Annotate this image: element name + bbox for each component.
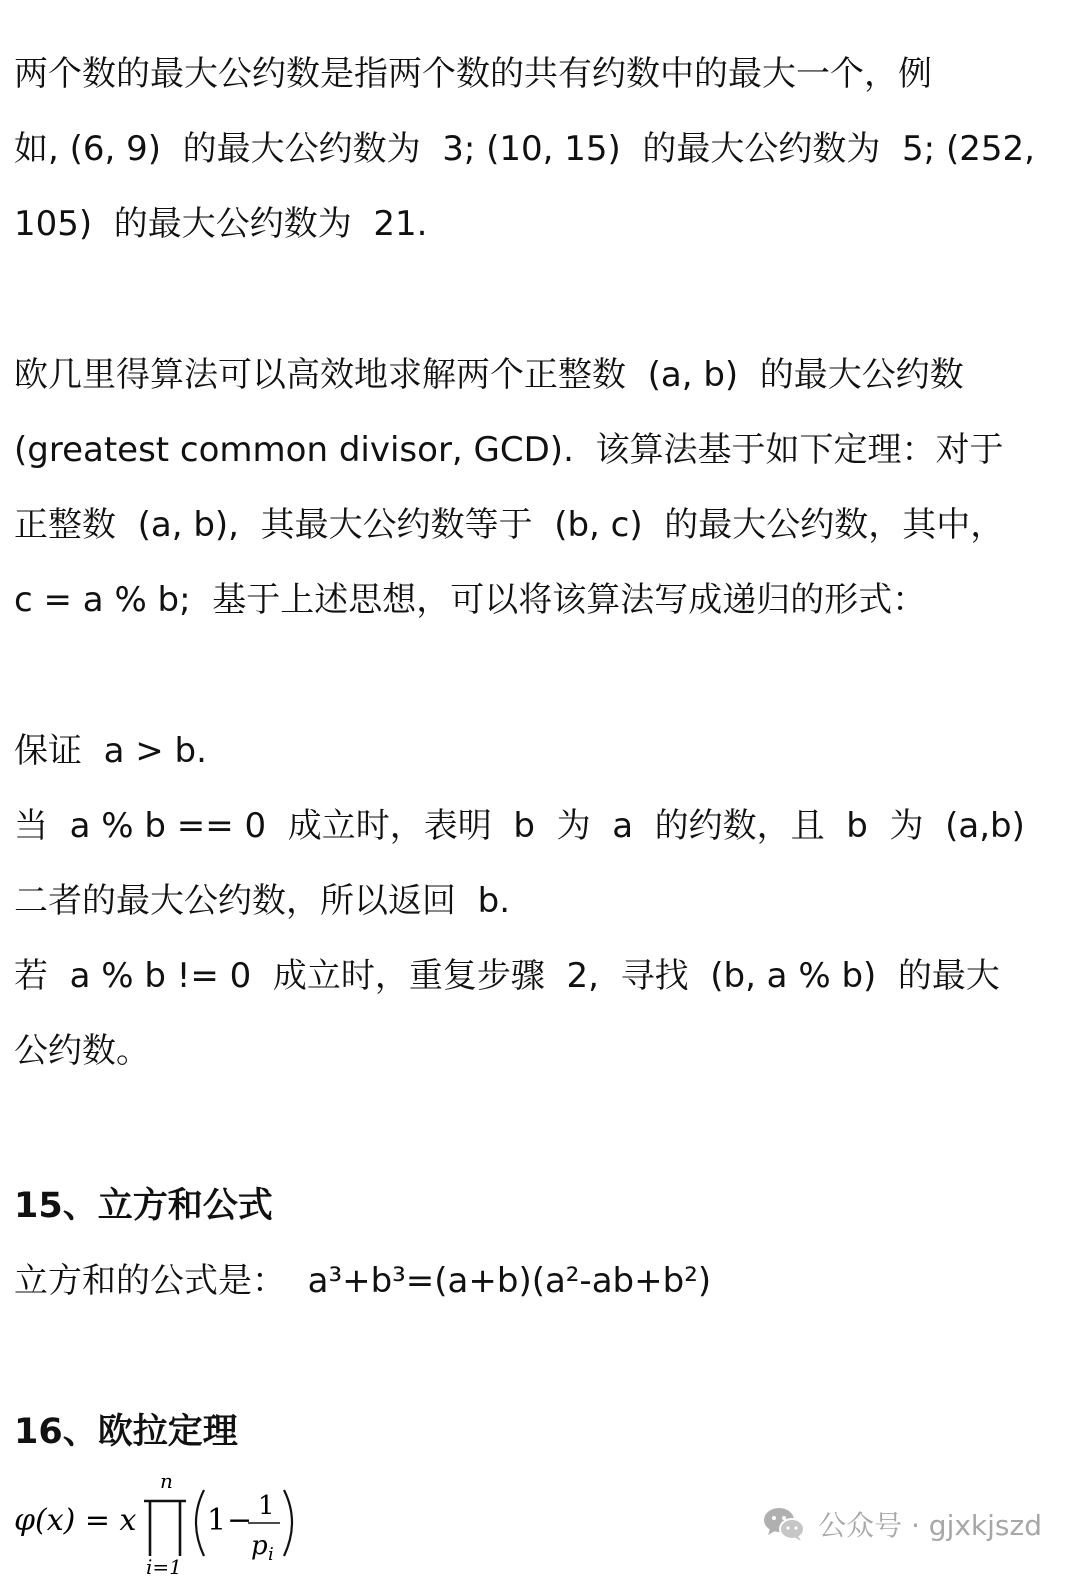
fraction-numerator: 1: [258, 1491, 275, 1521]
text-line: 欧几里得算法可以高效地求解两个正整数 (a, b) 的最大公约数: [14, 355, 964, 395]
paragraph-algorithm-steps: [14, 714, 1034, 1089]
text-line: 公约数。: [14, 1031, 150, 1071]
left-paren: [196, 1490, 204, 1556]
paragraph-gcd-definition: [14, 37, 1034, 262]
section-16-heading: 16、欧拉定理: [14, 1412, 238, 1452]
paragraph-euclid-algorithm: [14, 338, 1034, 638]
product-upper-limit: n: [160, 1470, 173, 1493]
formula-minus: −: [227, 1503, 253, 1538]
right-paren: [284, 1490, 292, 1556]
text-line: 二者的最大公约数，所以返回 b.: [14, 881, 511, 921]
text-line: 105) 的最大公约数为 21.: [14, 204, 428, 244]
formula-one: 1: [207, 1503, 227, 1538]
section-15-heading: 15、立方和公式: [14, 1186, 273, 1226]
cube-sum-formula: 立方和的公式是： a³+b³=(a+b)(a²-ab+b²): [14, 1261, 712, 1301]
text-line: 如, (6, 9) 的最大公约数为 3; (10, 15) 的最大公约数为 5; (252,: [14, 129, 1035, 169]
product-lower-limit: i=1: [146, 1555, 182, 1576]
text-line: 保证 a > b.: [14, 731, 207, 771]
wechat-icon: [762, 1505, 806, 1543]
fraction-denominator-subscript: i: [268, 1544, 274, 1565]
formula-lhs: φ(x) = x: [14, 1503, 137, 1538]
fraction-denominator: p: [251, 1531, 268, 1561]
product-symbol: [144, 1501, 186, 1556]
watermark: [762, 1494, 1042, 1554]
text-line: 当 a % b == 0 成立时，表明 b 为 a 的约数，且 b 为 (a,b): [14, 806, 1025, 846]
euler-formula: [14, 1470, 374, 1576]
text-line: 若 a % b != 0 成立时，重复步骤 2, 寻找 (b, a % b) 的最大: [14, 956, 1000, 996]
text-line: c = a % b; 基于上述思想，可以将该算法写成递归的形式：: [14, 580, 927, 620]
text-line: (greatest common divisor, GCD). 该算法基于如下定理：对于: [14, 430, 1004, 470]
watermark-text: 公众号 · gjxkjszd: [818, 1509, 1042, 1542]
text-line: 正整数 (a, b), 其最大公约数等于 (b, c) 的最大公约数，其中，: [14, 505, 1005, 545]
text-line: 两个数的最大公约数是指两个数的共有约数中的最大一个，例: [14, 54, 932, 94]
